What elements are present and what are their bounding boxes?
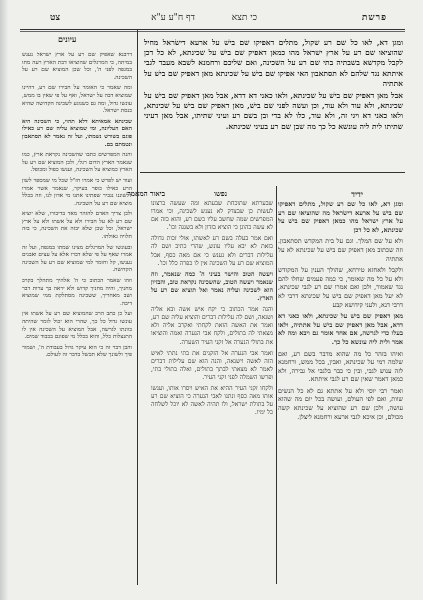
parsha-title: פרשת [361,13,387,23]
commentary-paragraph: ואם אמר בעלה בשם רע לאשתו, אולי זכות גדולה כזאת לא יבא עליו עונש, שהרי כתיב ושם לה עלילות דברים ולא נענש כי אם מאה כסף, אבל המוציא שם רע על השכינה אין לו כפרה כלל וכו'. [151,235,273,267]
commentary-paragraph: ולא על שם המלך. וגם על בית המקדש תסתאבון. וזה שכתוב מאן דאפיק שם בישׁ על שכינתא לא על אתתיה [278,237,403,263]
commentary-paragraph: מאן דאפיק שם בישׁ על שכינתא, ולאו כאני דא דדא, אבל מאן דאפיק שם בישׁ על אתתיה, ולאו בעלו כדי לגרשה, אם אחד אומר גם ויבא ומה לא אמר ולית ליה עונשא כל כך. [278,312,403,346]
main-text-bottom-rule [140,172,405,173]
commentary-paragraph: שכינתא אמאיתא דלא תהוי, כי השכינה היא האם העליונה, ומי שמוציא עליה שם רע כאילו פוגם בשורש נשמתו, ועל זה נאמר לא תסתאבון ונטמתם בם. [22,118,132,148]
commentary-label-yedid: ידיד [351,189,363,199]
column-divider-mid [276,186,277,584]
commentary-paragraph: ואמר רבי יוסי ולא על אתתא גם לא כל הנשים שוות, ואם לפי העולם, ועושה בכל יום מה שהוא עושה, ולכן שם רע שהוציא על שכינתא קשה מכולם, וכן איכא לגבי ארעא ורחמנא ליצלן. [278,386,403,421]
commentary-paragraph: ואמר אבי הנערה אל הזקנים את בתי נתתי לאיש הזה לאשה וישנאה, והנה הוא שם עלילות דברים לאמר לא מצאתי לבתך בתולים, ואלה בתולי בתי, ופרשו השמלה לפני זקני העיר. [151,349,273,381]
commentary-left-column [22,52,132,580]
commentary-right-column [278,200,403,580]
page-reference: דף ח"ע ע"א [151,13,195,23]
commentary-paragraph: ומה שאמר כי האומר על חבירו שם רע, דהיינו שמוציא דבה על ישראל, ואף על פי שאין בו ממש, עונשו גדול, ומה גם כשנוגע לשכינה הקדושה שהיא כנסת ישראל. [22,85,132,115]
commentary-paragraph: ולכן צריך האדם להזהר מאד בדיבורו, שלא יוציא שם רע לא על חבירו ולא על אשתו ולא על ארץ ישראל, וכל שכן שלא יבזה את השכינה, כי בזה תלויה גאולתו. [22,211,132,241]
commentary-paragraph: ועל כן כתב הרב שהמוציא שם רע על אשתו אין עונשו גדול כל כך, שהרי הוא יכול לומר שהיתה כוונתו לגרשה, אבל המוציא על השכינה אין לו התנצלות כלל, והוא בכלל מי שפוגם בכבוד שמים. [22,311,132,341]
page-number: צט [50,13,61,23]
commentary-paragraph: שבערתא שתוכחת שבעתא ומה שעשה ברצונו לעשות כן שבצדק לא נענש לשכינה, וכי אמרו המפרשים שמה שחשב עליו כשם רע, והוא כזה אם לא עשה כהוגן כי הוציא בזדון ולא בשגגה וכו'. [151,200,273,232]
commentary-paragraph: והבן דבר זה כי הוא עיקר גדול בעבודת ה', ושמור פיך ולשונך שלא תכשל בדבר זה לעולם. [22,344,132,359]
commentary-paragraph: ולקבל ולאחזא טירחא, שהולך הענין על המקודש ולא על כל מה שאומר, כי כמה פעמים שחלו להם נגד שאמור, ולכן ואם אמרו שם רע לגבי שכינתא, לא יעל מאן דאפיק שם בישׁ על שכינתא דרבי לא דרבי דנא, ולעני קידושא קבע [278,266,403,309]
commentary-label-biur: ביאור המאמר [127,189,165,198]
commentary-paragraph: ועוד יש לפרש כי אמרו חז"ל שכל מי שמספר לשון הרע כאילו כופר בעיקר, שנאמר אשר אמרו ללשוננו נגביר שפתינו אתנו מי אדון לנו, וזה בכלל מוציא שם רע על השכינה. [22,177,132,207]
section-title: כי תצא [231,13,257,23]
commentary-paragraph: ויעשה הטוב והישר בעיני ה' כמה שנאמר, וזה שנאמר ויעשה הטוב, שהשכינה נקראת טוב, והבזיון הוא לשכינה ועליה נאמר ואל תוציא שם רע על הארץ. [151,270,273,303]
commentary-label-nafsho: נפשו [214,189,227,198]
header-rule [20,29,405,30]
commentary-label-iyunim: עיונים [58,34,77,44]
commentary-paragraph: ואיהו בזהר כל מה שהוא מדבר בשם רע, ואם שלמה רמי על שכינתא, ואבין, בכל ממש, ורחמנא לזה ענוש לגבי, ובין כי כבר בלגבי אל גבירה, ולא כמאן דאמר שאין שם רע לגבי איתתא. [278,349,403,384]
commentary-paragraph: דרבנא שאפיק שם רע על ארץ ישראל נענש במיתה, כי המרגלים שהוציאו דבת הארץ רעה מתו במגפה לפני ה', וכל שכן המוציא שם רע על השכינה. [22,52,132,81]
commentary-paragraph: וזהו שאמר הכתוב כי ה' אלהיך מתהלך בקרב מחניך, והיה מחניך קדוש ולא יראה בך ערות דבר ושב מאחריך, ששכינה מסתלקת ממי שמוציא דיבה. [22,278,132,307]
commentary-paragraph: והנה אמר הכתוב כי יקח איש אשה ובא אליה ושנאה, ושם לה עלילות דברים והוציא עליה שם רע, ואמר את האשה הזאת לקחתי ואקרב אליה ולא מצאתי לה בתולים, ולקח אבי הנערה ואמה והוציאו את בתולי הנערה אל זקני העיר השערה. [151,306,273,346]
commentary-paragraph: ובעונשו של המרגלים מצינו שמתו במגפה, ועל זה אמרו שאף על פי שלא דברו אלא על עצים ואבנים נענשו, קל וחומר למי שמוציא שם רע על השכינה הקדושה. [22,244,132,274]
main-text-paragraph: ומגן דא, לאו כל שם רע שקול, מתלים דאפיקו שם בישׁ על ארעא דישׂראל מחיל שהוציאו שם רע על ארץ ישראל מהו כמאן דאפיק שם בישׁ על שכינתא, לא כל דכן לקבל מקדשא בשבתיה בתי שם רע על השכינה, ואם שליכם ורחמנא לשבא מעבד לגבי איתתא נגד שלהם לא תסתאבון האי אפיקו שם בישׁ על שכינתא מאן דאפיק שם בישׁ על אתתיה [144,38,403,88]
main-zohar-text [144,38,403,170]
page-edge [0,0,8,600]
commentary-paragraph: והנה המפרשים כתבו שהשכינה נקראת ארץ, כמו שנאמר הארץ הדום רגלי, ולכן המוציא שם רע על הארץ כמוציא על השכינה, וענשו כפול ומכופל. [22,152,132,174]
commentary-middle-column [151,200,273,580]
header-rule-thin [20,31,405,32]
column-divider-left [137,30,138,585]
commentary-paragraph: ומגן דא, לאו כל שם רע שקול, מתלים דאפיקו שם בישׁ על ארעא דישׂראל מה שהוציאו שם רע על ארץ ישראל מהו כמאן דאפיק שם בישׁ על שכינתא, לא כל דכן [278,200,403,234]
commentary-paragraph: ולקחו זקני העיר ההיא את האיש ויסרו אותו, וענשו אותו מאה כסף ונתנו לאבי הנערה כי הוציא שם רע על בתולת ישראל, ולו תהיה לאשה לא יוכל לשלחה כל ימיו. [151,384,273,417]
main-text-paragraph: אבל מאן דאפיק שם בישׁ על שכינתא, ולאו כאני דא דדא, אבל מאן דאפיק שם בישׁ על שכינתא, ולא עוד ולא עוד, וכן ועשה לפני שם בישׁ, מאן דאפיק שם בישׁ על שכינתא, ולאו כאני דא ויגי זה, ולא עוד, כלו לא בדי ובן בשם רע ועיני שתיתו, אבל מאן דעיני שתיתו לית ליה עונשא כל כך מה שבן שם רע בעיני שכינתא. [144,91,403,131]
